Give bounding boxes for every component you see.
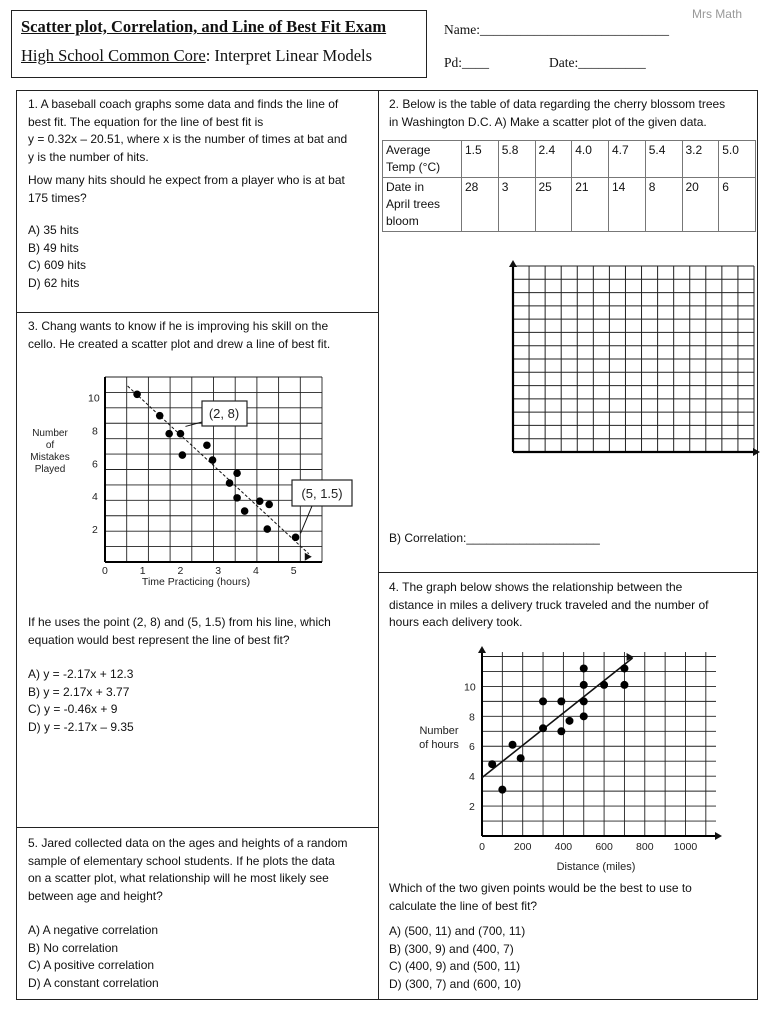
data-point [256,497,264,505]
correlation-answer[interactable]: B) Correlation:____________________ [389,531,600,545]
table-cell: 4.0 [572,141,609,178]
data-point [498,786,506,794]
table-cell: 6 [719,178,756,232]
y-axis-label: Number [32,428,68,439]
choice-a[interactable]: A) y = -2.17x + 12.3 [28,667,134,681]
annotation-label: (2, 8) [208,406,240,421]
best-fit-line [482,658,633,778]
data-point [165,430,173,438]
table-cell: 14 [609,178,646,232]
table-cell: 4.7 [609,141,646,178]
choice-c[interactable]: C) A positive correlation [28,958,155,972]
question-4: 4. The graph below shows the relationship between the distance in miles a delivery truck traveled and the number of hours each delivery took. [389,580,709,629]
row-header: Average Temp (°C) [383,141,462,178]
y-tick-label: 6 [469,741,475,754]
table-cell: 8 [645,178,682,232]
table-cell: 2.4 [535,141,572,178]
choice-d[interactable]: D) 62 hits [28,275,80,290]
data-point [509,741,517,749]
date-field[interactable]: Date:__________ [549,55,646,70]
question-5-choices [28,922,373,992]
table-cell: 3 [498,178,535,232]
choice-c[interactable]: C) y = -0.46x + 9 [28,702,118,716]
table-cell: 28 [462,178,499,232]
y-tick-label: 8 [92,425,98,438]
data-point [226,479,234,487]
data-point [177,430,185,438]
question-5: 5. Jared collected data on the ages and heights of a random sample of elementary school students. If he plots the data on a scatter plot, what relationship will he most likely see between age and height? A) A negative correlation B) No correlation C) A positive correlation D) A constant correlation [28,835,373,992]
table-cell: 1.5 [462,141,499,178]
cherry-blossom-table [382,140,756,232]
x-tick-label: 200 [513,841,532,853]
x-tick-label: 5 [290,565,297,577]
choice-b[interactable]: B) y = 2.17x + 3.77 [28,684,130,699]
y-tick-label: 2 [469,801,475,814]
x-axis-label: Time Practicing (hours) [141,576,251,588]
y-axis-label: Mistakes [30,452,70,463]
x-tick-label: 600 [595,841,613,853]
x-axis-arrow [753,448,760,456]
y-axis-label: Played [34,464,66,475]
data-point [557,727,565,735]
cello-scatter-chart [28,370,368,595]
table-cell: 20 [682,178,719,232]
x-tick-label: 400 [554,841,573,853]
y-tick-label: 10 [88,392,100,405]
question-4-ask: Which of the two given points would be the best to use to calculate the line of best fit? A) (500, 11) and (700, 11) B) (300, 9) and (400, 7) C) (400, 9) and (500, 11) D) (300, 7) and (600, 10) [389,880,754,993]
question-4-choices [389,923,754,993]
data-point [517,754,525,762]
row-header: Date in April trees bloom [383,178,462,232]
data-point [620,681,628,689]
y-tick-label: 8 [469,711,475,724]
author-label: Mrs Math [691,7,742,21]
data-point [580,664,588,672]
period-field[interactable]: Pd:____ [444,55,490,70]
table-cell: 5.8 [498,141,535,178]
x-tick-label: 0 [102,565,108,577]
choice-d[interactable]: D) y = -2.17x – 9.35 [28,719,134,734]
data-point [209,456,217,464]
exam-title: Scatter plot, Correlation, and Line of Best Fit Exam [21,17,387,36]
question-3-choices [28,666,373,736]
exam-subtitle: High School Common Core: Interpret Linear Models [21,46,373,65]
choice-a[interactable]: A) (500, 11) and (700, 11) [389,924,526,938]
data-point [203,441,211,449]
choice-d[interactable]: D) A constant correlation [28,975,159,990]
y-tick-label: 6 [92,458,98,471]
y-axis-label: of hours [419,739,459,751]
question-1: 1. A baseball coach graphs some data and finds the line of best fit. The equation for the line of best fit is y = 0.32x – 20.51, where x is the number of times at bat and y is the number of hits. How many hits should he expect from a player who is at bat 175 times? A) 35 hits B) 49 hits C) 609 hits D) 62 hits [28,96,373,292]
table-cell: 5.4 [645,141,682,178]
data-point [580,712,588,720]
data-point [263,525,271,533]
choice-b[interactable]: B) (300, 9) and (400, 7) [389,941,514,956]
data-point [488,760,496,768]
data-point [580,697,588,705]
question-3: 3. Chang wants to know if he is improving his skill on the cello. He created a scatter plot and drew a line of best fit. [28,319,331,351]
data-point [292,534,300,542]
data-point [156,412,164,420]
choice-a[interactable]: A) 35 hits [28,223,79,237]
choice-d[interactable]: D) (300, 7) and (600, 10) [389,976,522,991]
x-tick-label: 3 [215,565,222,577]
x-tick-label: 1000 [673,841,698,853]
data-point [557,697,565,705]
x-tick-label: 1 [139,565,146,577]
annotation-arrow [301,506,312,533]
y-axis-arrow [478,646,486,653]
table-row [383,141,756,178]
name-field[interactable]: Name:____________________________ [444,22,669,37]
x-axis-arrow [715,832,722,840]
data-point [241,507,249,515]
annotation-arrow [185,422,202,426]
question-1-choices [28,222,373,292]
table-cell: 5.0 [719,141,756,178]
data-point [620,664,628,672]
question-3-ask: If he uses the point (2, 8) and (5, 1.5) from his line, which equation would best represent the line of best fit? A) y = -2.17x + 12.3 B) y = 2.17x + 3.77 C) y = -0.46x + 9 D) y = -2.17x – 9.35 [28,614,373,736]
data-point [233,494,241,502]
data-point [539,697,547,705]
data-point [539,724,547,732]
y-tick-label: 2 [92,524,98,537]
data-point [580,681,588,689]
y-tick-label: 10 [464,681,476,694]
choice-c[interactable]: C) (400, 9) and (500, 11) [389,959,521,973]
choice-c[interactable]: C) 609 hits [28,258,87,272]
table-cell: 21 [572,178,609,232]
choice-b[interactable]: B) No correlation [28,940,119,955]
annotation-label: (5, 1.5) [301,486,343,501]
table-cell: 3.2 [682,141,719,178]
y-tick-label: 4 [469,771,475,784]
y-axis-label: Number [419,725,459,737]
y-tick-label: 4 [92,491,98,504]
choice-a[interactable]: A) A negative correlation [28,923,159,937]
data-point [179,451,187,459]
table-row [383,178,756,232]
data-point [600,681,608,689]
x-tick-label: 4 [252,565,259,577]
data-point [565,717,573,725]
data-point [265,501,273,509]
choice-b[interactable]: B) 49 hits [28,240,79,255]
data-point [233,469,241,477]
y-axis-arrow [509,260,517,267]
x-tick-label: 0 [479,841,485,853]
x-tick-label: 2 [177,565,184,577]
table-cell: 25 [535,178,572,232]
x-tick-label: 800 [636,841,654,853]
question-2: 2. Below is the table of data regarding the cherry blossom trees in Washington D.C. A) Make a scatter plot of the given data. [389,97,726,129]
data-point [133,390,141,398]
y-axis-label: of [45,440,55,451]
delivery-scatter-chart [398,640,738,880]
blank-grid-chart[interactable] [500,258,762,464]
x-axis-label: Distance (miles) [556,861,636,873]
